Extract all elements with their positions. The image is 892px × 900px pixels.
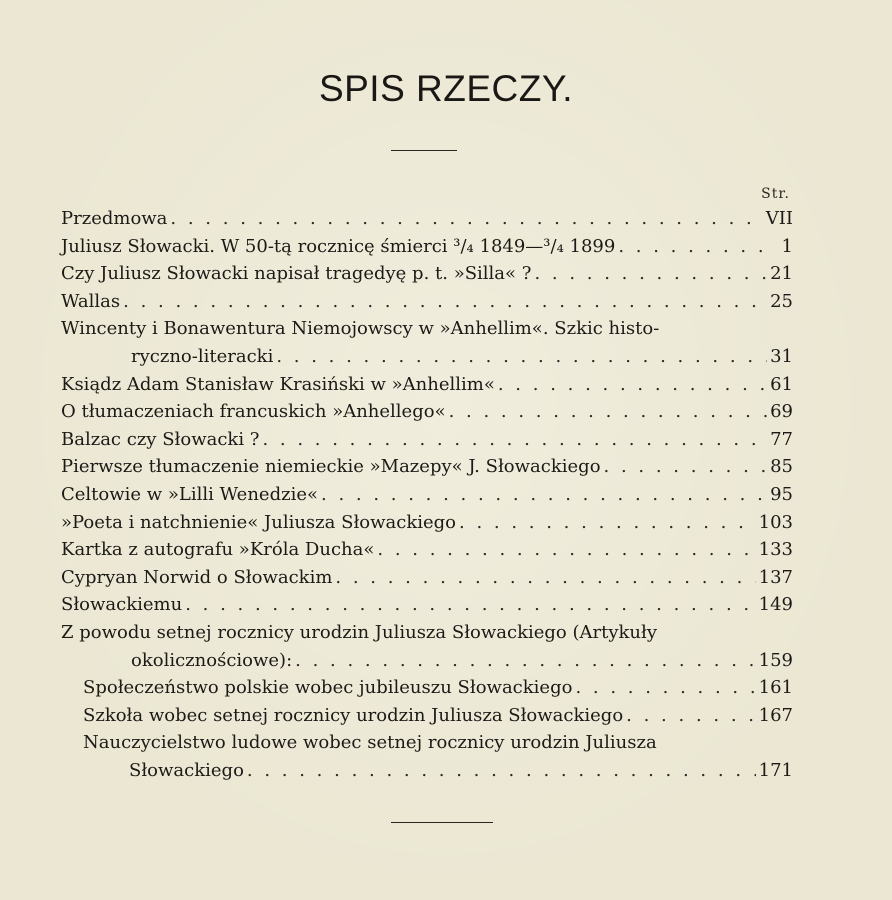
toc-leader-dots [575, 674, 755, 702]
toc-entry-title: Wallas [61, 290, 121, 312]
toc-leader-dots [185, 591, 755, 619]
toc-subentry [61, 674, 793, 702]
toc-entry-page: 25 [770, 290, 793, 312]
toc-leader-dots [123, 288, 767, 316]
toc-entry-title: Z powodu setnej rocznicy urodzin Juliusza Słowackiego (Artykuły [61, 621, 658, 643]
toc-subentry [61, 702, 793, 730]
toc-entry-title: »Poeta i natchnienie« Juliusza Słowackiego [61, 511, 457, 533]
toc-entry-page: 95 [770, 483, 793, 505]
toc-entry [61, 509, 793, 537]
toc-entry-page: 31 [770, 345, 793, 367]
page-column-label: Str. [761, 186, 790, 202]
toc-leader-dots [498, 371, 767, 399]
toc-entry-title: Wincenty i Bonawentura Niemojowscy w »Anhellim«. Szkic histo- [61, 318, 660, 340]
toc-leader-dots [604, 453, 768, 481]
toc-entry [61, 260, 793, 288]
toc-leader-dots [295, 647, 755, 675]
toc-leader-dots [459, 509, 756, 537]
toc-entry-title: Cypryan Norwid o Słowackim [61, 566, 333, 588]
toc-entry [61, 481, 793, 509]
toc-entry-page: 167 [758, 704, 793, 726]
toc-entry-title: Ksiądz Adam Stanisław Krasiński w »Anhellim« [61, 373, 495, 395]
toc-entry-title-continued: Słowackiego [129, 759, 244, 781]
toc-entry-page: 137 [758, 566, 793, 588]
toc-entry [61, 371, 793, 399]
toc-entry [61, 591, 793, 619]
toc-leader-dots [449, 398, 768, 426]
toc-entry [61, 205, 793, 233]
toc-entry-title: Społeczeństwo polskie wobec jubileuszu Słowackiego [83, 677, 573, 699]
toc-entry-page: 69 [770, 401, 793, 423]
toc-leader-dots [276, 343, 767, 371]
toc-entry-title: O tłumaczeniach francuskich »Anhellego« [61, 401, 446, 423]
toc-entry-title: Kartka z autografu »Króla Ducha« [61, 539, 375, 561]
page-title: SPIS RZECZY. [318, 68, 574, 109]
toc-entry-title: Balzac czy Słowacki ? [61, 428, 260, 450]
toc-entry-title: Przedmowa [61, 208, 168, 229]
toc-entry [61, 619, 793, 674]
toc-entry-page: 21 [770, 263, 793, 285]
toc-entry-title: Czy Juliusz Słowacki napisał tragedyę p. t. »Silla« ? [61, 263, 532, 285]
toc-entry-title: Juliusz Słowacki. W 50-tą rocznicę śmierci ³/₄ 1849—³/₄ 1899 [61, 235, 616, 257]
toc-entry-title: Słowackiemu [61, 594, 183, 616]
toc-leader-dots [534, 260, 767, 288]
toc-entry-page: 1 [781, 235, 793, 257]
toc-entry-title: Szkoła wobec setnej rocznicy urodzin Juliusza Słowackiego [83, 704, 624, 726]
toc-leader-dots [377, 536, 755, 564]
toc-leader-dots [335, 564, 755, 592]
toc-entry-title: Pierwsze tłumaczenie niemieckie »Mazepy« J. Słowackiego [61, 456, 601, 478]
toc-entry-title-continued: ryczno-literacki [131, 345, 274, 367]
toc-entry [61, 426, 793, 454]
toc-entry-page: 171 [758, 759, 793, 781]
toc-entry [61, 564, 793, 592]
toc-entry [61, 536, 793, 564]
toc-entry-page: 149 [758, 594, 793, 616]
toc-subentry [61, 729, 793, 784]
toc-entry [61, 233, 793, 261]
toc-entry-page: 77 [770, 428, 793, 450]
title-rule [391, 150, 457, 151]
toc-leader-dots [170, 205, 762, 233]
toc-entry-page: 103 [758, 511, 793, 533]
toc-leader-dots [262, 426, 767, 454]
table-of-contents [61, 205, 793, 784]
toc-leader-dots [626, 702, 755, 730]
toc-entry-title: Celtowie w »Lilli Wenedzie« [61, 483, 318, 505]
toc-entry-page: 85 [770, 456, 793, 478]
toc-entry-page: 133 [758, 539, 793, 561]
toc-entry [61, 288, 793, 316]
toc-entry [61, 398, 793, 426]
toc-entry-title: Nauczycielstwo ludowe wobec setnej rocznicy urodzin Juliusza [83, 732, 657, 754]
toc-entry-page: 61 [770, 373, 793, 395]
toc-leader-dots [618, 233, 770, 261]
toc-entry-title-continued: okolicznościowe): [131, 649, 293, 671]
toc-entry [61, 315, 793, 370]
closing-rule [391, 822, 493, 823]
toc-leader-dots [247, 757, 756, 785]
toc-entry-page: VII [765, 208, 793, 229]
toc-entry-page: 161 [758, 677, 793, 699]
toc-leader-dots [321, 481, 767, 509]
toc-entry-page: 159 [758, 649, 793, 671]
toc-entry [61, 453, 793, 481]
